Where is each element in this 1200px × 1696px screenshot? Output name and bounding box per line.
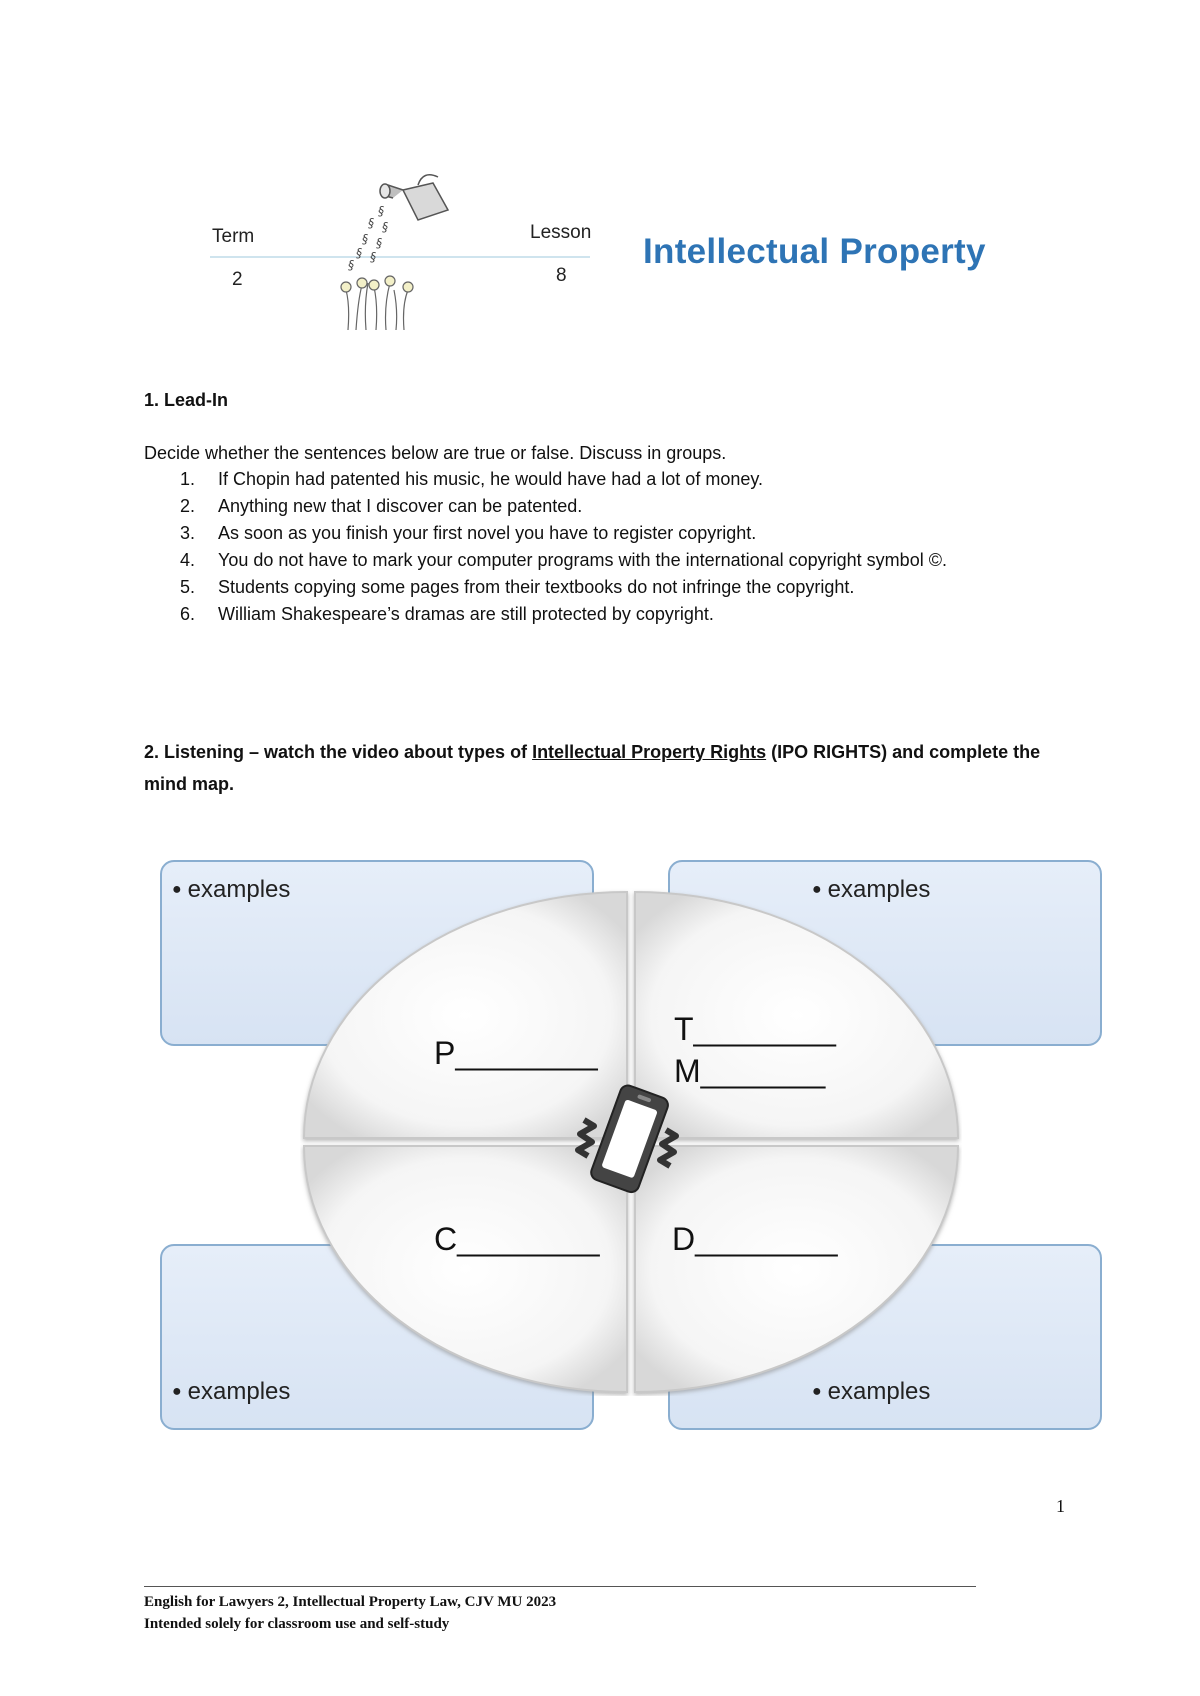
trademarks-m-blank[interactable]: M_______ xyxy=(674,1053,826,1089)
section1-heading: 1. Lead-In xyxy=(144,390,229,410)
section2-heading: 2. Listening – watch the video about types of Intellectual Property Rights (IPO RIGHTS) and complete the mind map. xyxy=(144,742,1041,794)
list-item: 2. Anything new that I discover can be patented. xyxy=(180,496,583,516)
term-label: Term xyxy=(212,226,255,247)
term-value: 2 xyxy=(232,269,243,290)
examples-label-bottom-left: ● examples xyxy=(172,1378,291,1405)
page-number: 1 xyxy=(1056,1496,1065,1516)
svg-text:§: § xyxy=(368,216,374,230)
footer-line-1: English for Lawyers 2, Intellectual Property Law, CJV MU 2023 xyxy=(144,1594,557,1610)
list-item: 5. Students copying some pages from their textbooks do not infringe the copyright. xyxy=(180,577,855,597)
vibrating-phone-icon xyxy=(562,1060,692,1220)
statement-list xyxy=(144,466,1044,628)
copyright-blank[interactable]: C________ xyxy=(434,1221,600,1257)
page-title: Intellectual Property xyxy=(643,232,986,271)
svg-text:§: § xyxy=(348,258,354,272)
svg-text:§: § xyxy=(378,204,384,218)
list-item: 3. As soon as you finish your first novel you have to register copyright. xyxy=(180,523,757,543)
footer-divider xyxy=(144,1586,976,1587)
svg-text:§: § xyxy=(362,232,368,246)
svg-text:§: § xyxy=(356,246,362,260)
svg-text:§: § xyxy=(376,236,382,250)
examples-label-top-right: ● examples xyxy=(812,876,931,903)
watering-can-icon xyxy=(338,165,468,335)
footer-line-2: Intended solely for classroom use and self-study xyxy=(144,1616,450,1632)
examples-label-bottom-right: ● examples xyxy=(812,1378,931,1405)
trademarks-blank[interactable]: T________ xyxy=(674,1011,836,1047)
patents-blank[interactable]: P________ xyxy=(434,1035,598,1071)
section1-intro: Decide whether the sentences below are true or false. Discuss in groups. xyxy=(144,443,727,463)
list-item: 1. If Chopin had patented his music, he would have had a lot of money. xyxy=(180,469,764,489)
ip-rights-link: Intellectual Property Rights xyxy=(532,742,767,762)
lesson-value: 8 xyxy=(556,265,567,286)
svg-text:§: § xyxy=(382,220,388,234)
svg-text:§: § xyxy=(370,250,376,264)
list-item: 4. You do not have to mark your computer programs with the international copyright symbol ©. xyxy=(180,550,947,570)
examples-label-top-left: ● examples xyxy=(172,876,291,903)
lesson-label: Lesson xyxy=(530,222,592,243)
designs-blank[interactable]: D________ xyxy=(672,1221,838,1257)
list-item: 6. William Shakespeare’s dramas are still protected by copyright. xyxy=(180,604,714,624)
